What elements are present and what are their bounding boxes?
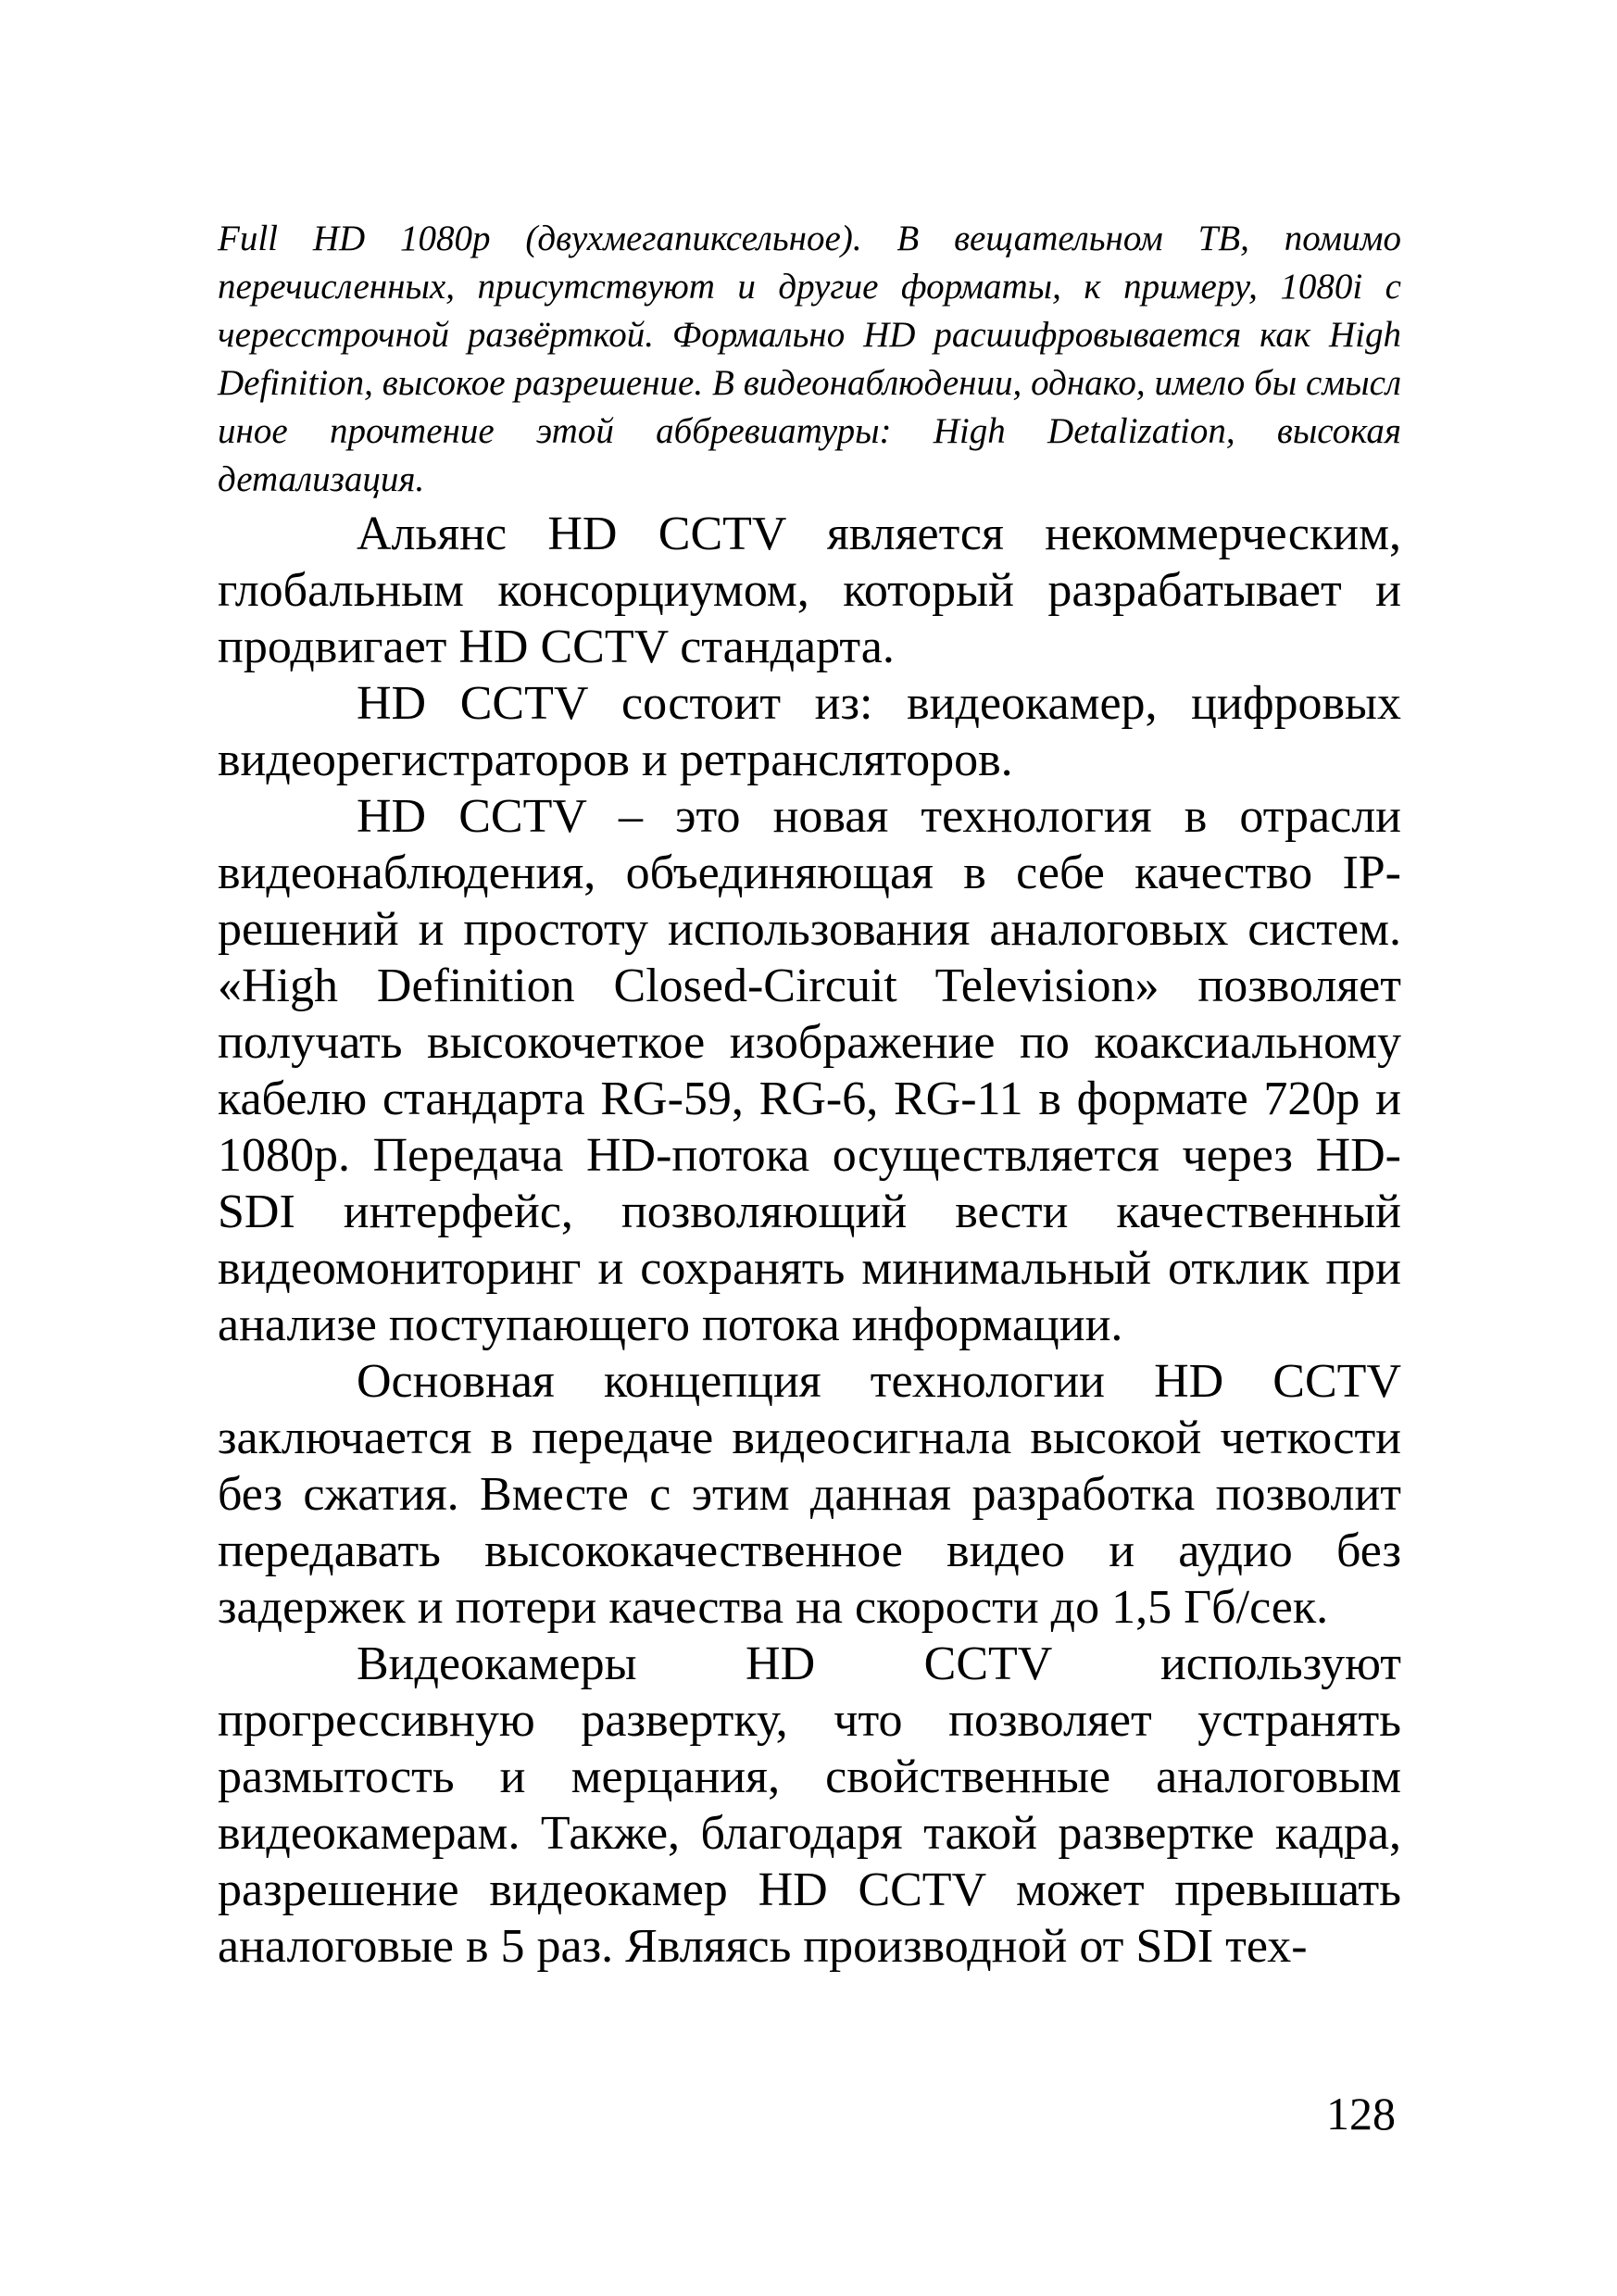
page-body	[218, 215, 1401, 1975]
footnote-text: Full HD 1080p (двухмегапиксельное). В вещательном ТВ, помимо перечисленных, присутствуют и другие форматы, к примеру, 1080i с чересстрочной развёрткой. Формально HD расшифровывается как High Definition, высокое разрешение. В видеонаблюдении, однако, имело бы смысл иное прочтение этой аббревиатуры: High Detalization, высокая детализация.	[218, 219, 1401, 499]
paragraph-cameras: Видеокамеры HD CCTV используют прогрессивную развертку, что позволяет устранять размытость и мерцания, свойственные аналоговым видеокамерам. Также, благодаря такой развертке кадра, разрешение видеокамер HD CCTV может превышать аналоговые в 5 раз. Являясь производной от SDI тех-	[218, 1637, 1401, 1973]
page-number: 128	[1326, 2088, 1396, 2139]
paragraph-alliance: Альянс HD CCTV является некоммерческим, глобальным консорциумом, который разрабатывает и продвигает HD CCTV стандарта.	[218, 508, 1401, 673]
paragraph-concept: Основная концепция технологии HD CCTV заключается в передаче видеосигнала высокой четкости без сжатия. Вместе с этим данная разработка позволит передавать высококачественное видео и аудио без задержек и потери качества на скорости до 1,5 Гб/сек.	[218, 1355, 1401, 1634]
paragraph-composition: HD CCTV состоит из: видеокамер, цифровых видеорегистраторов и ретрансляторов.	[218, 677, 1401, 786]
paragraph-technology: HD CCTV – это новая технология в отрасли видеонаблюдения, объединяющая в себе качество IP-решений и простоту использования аналоговых систем. «High Definition Closed-Circuit Television» позволяет получать высокочеткое изображение по коаксиальному кабелю стандарта RG-59, RG-6, RG-11 в формате 720p и 1080p. Передача HD-потока осуществляется через HD-SDI интерфейс, позволяющий вести качественный видеомониторинг и сохранять минимальный отклик при анализе поступающего потока информации.	[218, 790, 1401, 1351]
